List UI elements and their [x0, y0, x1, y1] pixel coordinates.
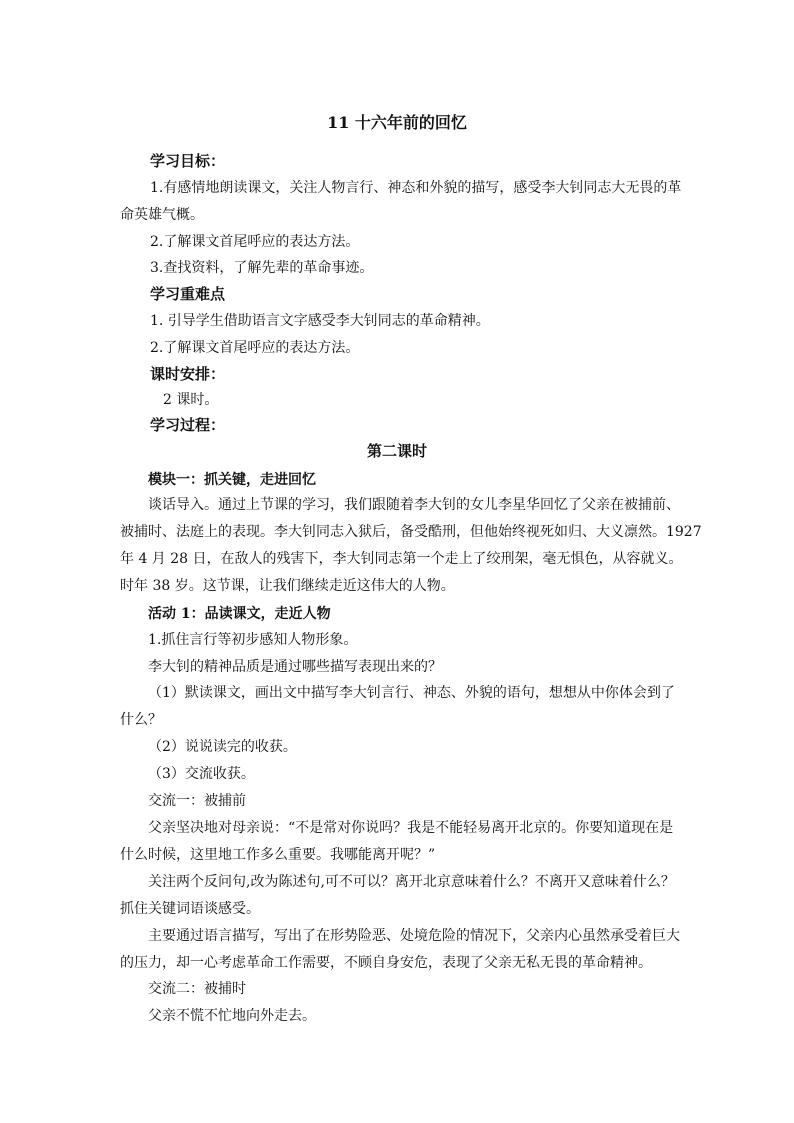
- step-3: （3）交流收获。: [148, 766, 255, 782]
- intro-line-2: 被捕时、法庭上的表现。李大钊同志入狱后，备受酷刑，但他始终视死如归、大义凛然。1927: [120, 524, 702, 540]
- activity-1-step: 1.抓住言行等初步感知人物形象。: [148, 632, 358, 648]
- focus-line-2: 抓住关键词语谈感受。: [120, 901, 260, 917]
- heading-key-points: 学习重难点: [150, 285, 226, 303]
- heading-learning-goals: 学习目标：: [150, 152, 226, 170]
- intro-line-4: 时年 38 岁。这节课，让我们继续走近这伟大的人物。: [120, 578, 455, 594]
- guiding-question: 李大钊的精神品质是通过哪些描写表现出来的？: [148, 659, 442, 675]
- goal-3: 3.查找资料，了解先辈的革命事迹。: [150, 260, 374, 276]
- intro-line-1: 谈话导入。通过上节课的学习，我们跟随着李大钊的女儿李星华回忆了父亲在被捕前、: [148, 497, 680, 513]
- exchange-2-heading: 交流二：被捕时: [148, 981, 246, 997]
- exchange-1-heading: 交流一：被捕前: [148, 793, 246, 809]
- lesson-heading: 第二课时: [366, 442, 427, 460]
- goal-1-line-1: 1.有感情地朗读课文，关注人物言行、神态和外貌的描写，感受李大钊同志大无畏的革: [150, 180, 682, 196]
- intro-line-3: 年 4 月 28 日，在敌人的残害下，李大钊同志第一个走上了绞刑架，毫无惧色，从容就义。: [120, 551, 683, 567]
- document-title: 11 十六年前的回忆: [327, 113, 467, 132]
- summary-line-1: 主要通过语言描写，写出了在形势险恶、处境危险的情况下，父亲内心虽然承受着巨大: [148, 928, 680, 944]
- step-1-line-1: （1）默读课文，画出文中描写李大钊言行、神态、外貌的语句，想想从中你体会到了: [148, 685, 675, 701]
- focus-line-1: 关注两个反问句,改为陈述句,可不可以？离开北京意味着什么？不离开又意味着什么？: [148, 874, 675, 890]
- quote-line-1: 父亲坚决地对母亲说：“不是常对你说吗？我是不能轻易离开北京的。你要知道现在是: [148, 820, 674, 836]
- quote-line-2: 什么时候，这里地工作多么重要。我哪能离开呢？”: [120, 847, 436, 863]
- key-point-2: 2.了解课文首尾呼应的表达方法。: [150, 340, 360, 356]
- module-1-heading: 模块一：抓关键，走进回忆: [148, 472, 316, 488]
- step-1-line-2: 什么？: [120, 712, 162, 728]
- heading-schedule: 课时安排：: [150, 365, 226, 383]
- schedule-text: 2 课时。: [163, 392, 219, 408]
- key-point-1: 1. 引导学生借助语言文字感受李大钊同志的革命精神。: [150, 313, 490, 329]
- goal-1-line-2: 命英雄气概。: [120, 207, 204, 223]
- last-line: 父亲不慌不忙地向外走去。: [148, 1008, 316, 1024]
- summary-line-2: 的压力，却一心考虑革命工作需要，不顾自身安危，表现了父亲无私无畏的革命精神。: [120, 955, 652, 971]
- activity-1-heading: 活动 1：品读课文，走近人物: [148, 606, 331, 622]
- goal-2: 2.了解课文首尾呼应的表达方法。: [150, 234, 360, 250]
- step-2: （2）说说读完的收获。: [148, 739, 297, 755]
- heading-process: 学习过程：: [150, 416, 226, 434]
